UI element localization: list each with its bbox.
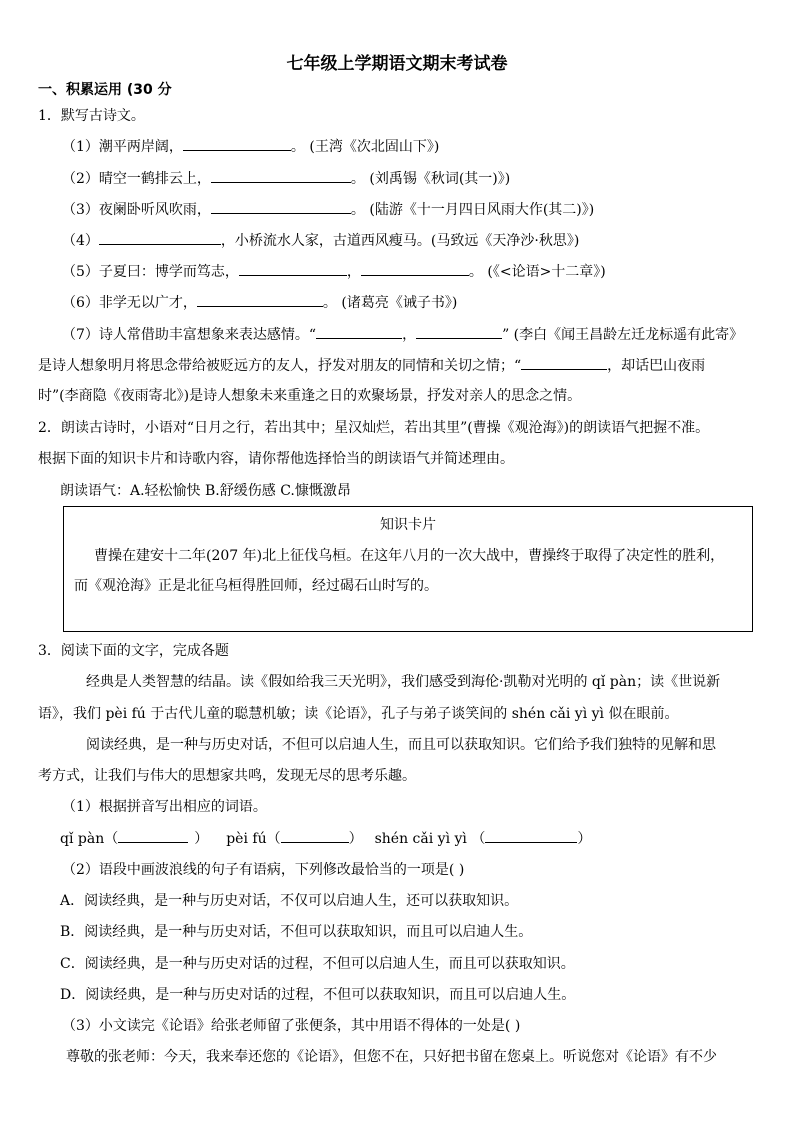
option-d[interactable]: D．阅读经典，是一种与历史对话的过程，不但可以获取知识，而且可以启迪人生。: [60, 987, 576, 1003]
answer-blank[interactable]: [183, 136, 291, 151]
q1-item-7-line-2: 是诗人想象明月将思念带给被贬远方的友人，抒发对朋友的同情和关切之情；“ ，却话巴山夜雨: [38, 355, 705, 376]
option-b[interactable]: B．阅读经典，是一种与历史对话，不但可以获取知识，而且可以启迪人生。: [60, 924, 533, 940]
question-3-heading: 3．阅读下面的文字，完成各题: [38, 643, 229, 659]
q1-item-3: （3）夜阑卧听风吹雨， 。 (陆游《十一月四日风雨大作(其二)》): [62, 199, 594, 220]
knowledge-card-text-1: 曹操在建安十二年(207 年)北上征伐乌桓。在这年八月的一次大战中，曹操终于取得了决定性的胜利，: [94, 548, 725, 564]
passage-p1-line-2: 语》，我们 pèi fú 于古代儿童的聪慧机敏；读《论语》，孔子与弟子谈笑间的 shén cǎi yì yì 似在眼前。: [38, 706, 679, 722]
pinyin-row: qǐ pàn（ ） pèi fú（ ） shén cǎi yì yì （ ）: [60, 828, 591, 849]
answer-blank[interactable]: [416, 324, 502, 339]
page-title: 七年级上学期语文期末考试卷: [286, 54, 508, 74]
option-a[interactable]: A．阅读经典，是一种与历史对话，不仅可以启迪人生，还可以获取知识。: [60, 893, 519, 909]
answer-blank[interactable]: [211, 199, 351, 214]
q1-item-2: （2）晴空一鹤排云上， 。 (刘禹锡《秋词(其一)》): [62, 168, 510, 189]
reading-tone-options: 朗读语气：A.轻松愉快 B.舒缓伤感 C.慷慨激昂: [60, 483, 351, 499]
q1-item-7: （7）诗人常借助丰富想象来表达感情。“ ， ” (李白《闻王昌龄左迁龙标遥有此寄》: [62, 324, 743, 345]
q3-subquestion-2: （2）语段中画波浪线的句子有语病，下列修改最恰当的一项是( ): [62, 862, 465, 878]
passage-p2-line-2: 考方式，让我们与伟大的思想家共鸣，发现无尽的思考乐趣。: [38, 768, 416, 784]
knowledge-card-text-2: 而《观沧海》正是北征乌桓得胜回师，经过碣石山时写的。: [74, 578, 438, 594]
q1-item-6: （6）非学无以广才， 。 (诸葛亮《诫子书》): [62, 292, 457, 313]
answer-blank[interactable]: [99, 230, 221, 245]
answer-blank[interactable]: [239, 261, 347, 276]
q3-subquestion-3: （3）小文读完《论语》给张老师留了张便条，其中用语不得体的一处是( ): [62, 1018, 521, 1034]
q1-item-1: （1）潮平两岸阔， 。 (王湾《次北固山下》): [62, 136, 439, 157]
question-2-line-1: 2．朗读古诗时，小语对“日月之行，若出其中；星汉灿烂，若出其里”(曹操《观沧海》)的朗读语气把握不准。: [38, 420, 710, 436]
answer-blank[interactable]: [197, 292, 323, 307]
answer-blank[interactable]: [361, 261, 469, 276]
note-text: 尊敬的张老师：今天，我来奉还您的《论语》，但您不在，只好把书留在您桌上。听说您对《论语》有不少: [66, 1049, 717, 1065]
answer-blank[interactable]: [211, 168, 351, 183]
question-2-line-2: 根据下面的知识卡片和诗歌内容，请你帮他选择恰当的朗读语气并简述理由。: [38, 451, 514, 467]
answer-blank[interactable]: [485, 828, 577, 843]
answer-blank[interactable]: [281, 828, 349, 843]
knowledge-card: [63, 506, 753, 632]
question-1-heading: 1．默写古诗文。: [38, 108, 145, 124]
answer-blank[interactable]: [521, 355, 607, 370]
q3-subquestion-1: （1）根据拼音写出相应的词语。: [62, 799, 267, 815]
knowledge-card-title: 知识卡片: [380, 517, 436, 533]
q1-item-7-line-3: 时”(李商隐《夜雨寄北》)是诗人想象未来重逢之日的欢聚场景，抒发对亲人的思念之情。: [38, 388, 582, 404]
section-heading: 一、积累运用 (30 分: [38, 82, 172, 98]
q1-item-4: （4） ，小桥流水人家，古道西风瘦马。(马致远《天净沙·秋思》): [62, 230, 579, 251]
passage-p2-line-1: 阅读经典，是一种与历史对话，不但可以启迪人生，而且可以获取知识。它们给予我们独特的见解和思: [86, 737, 716, 753]
option-c[interactable]: C．阅读经典，是一种与历史对话的过程，不但可以启迪人生，而且可以获取知识。: [60, 956, 575, 972]
q1-item-5: （5）子夏曰：博学而笃志， ， 。 (《<论语>十二章》): [62, 261, 606, 282]
answer-blank[interactable]: [316, 324, 402, 339]
answer-blank[interactable]: [118, 828, 188, 843]
passage-p1-line-1: 经典是人类智慧的结晶。读《假如给我三天光明》，我们感受到海伦·凯勒对光明的 qǐ pàn；读《世说新: [86, 674, 721, 690]
